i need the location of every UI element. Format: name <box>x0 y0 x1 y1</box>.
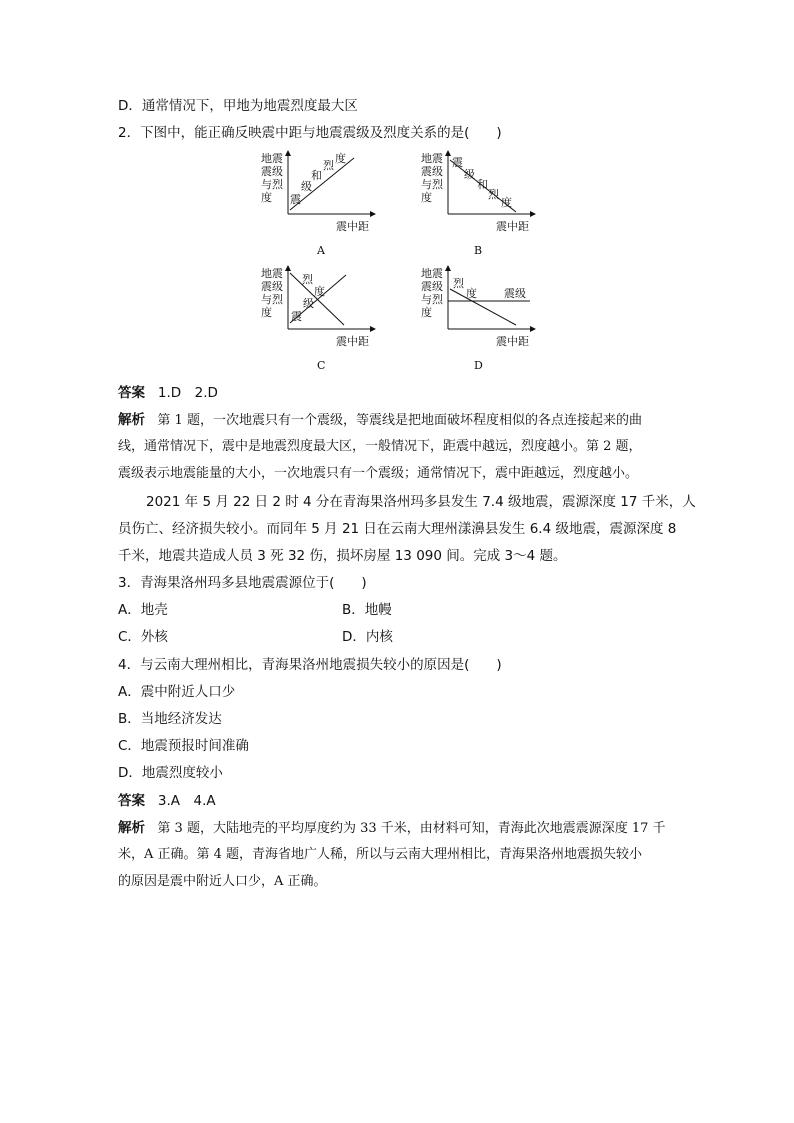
y-label-4: 度 <box>261 191 272 204</box>
q3-option-c: C．外核 <box>118 629 168 645</box>
x-label: 震中距 <box>496 335 529 348</box>
x-axis-arrow <box>530 326 536 332</box>
line-char: 烈 <box>302 273 313 286</box>
line-char: 和 <box>311 169 322 182</box>
answer-label: 答案 <box>118 385 145 401</box>
material-line-3: 千米，地震共造成人员 3 死 32 伤，损坏房屋 13 090 间。完成 3～4 题。 <box>118 548 567 564</box>
answer-1 <box>118 383 218 403</box>
q4-option-d: D．地震烈度较小 <box>118 765 223 781</box>
y-label-2: 震级 <box>421 165 443 178</box>
q3-option-a: A．地壳 <box>118 602 168 618</box>
figure-a-label: A <box>317 244 325 257</box>
x-axis-arrow <box>370 211 376 217</box>
figure-d <box>418 265 538 355</box>
analysis-label: 解析 <box>118 820 145 836</box>
line-char: 度 <box>466 287 477 300</box>
q4-stem: 4．与云南大理州相比，青海果洛州地震损失较小的原因是( ) <box>118 657 502 673</box>
line-char: 震 <box>452 156 463 169</box>
y-axis-arrow <box>285 150 291 156</box>
line-char: 级 <box>303 297 314 310</box>
line-char: 烈 <box>323 159 334 172</box>
answer-text: 3.A 4.A <box>157 793 216 809</box>
q3-option-d: D．内核 <box>342 629 393 645</box>
figure-a <box>258 150 378 240</box>
y-label-3: 与烈 <box>261 178 283 191</box>
x-label: 震中距 <box>336 335 369 348</box>
y-label-1: 地震 <box>261 267 283 280</box>
figure-c-label: C <box>317 359 326 372</box>
line-char: 度 <box>335 152 346 165</box>
analysis-text: 第 3 题，大陆地壳的平均厚度约为 33 千米，由材料可知，青海此次地震震源深度 17 千 <box>157 821 666 836</box>
answer-text: 1.D 2.D <box>157 385 218 401</box>
figure-d-label: D <box>474 359 483 372</box>
x-label: 震中距 <box>336 220 369 233</box>
x-label: 震中距 <box>496 220 529 233</box>
analysis-2-line-3: 的原因是震中附近人口少，A 正确。 <box>118 874 327 889</box>
answer-2 <box>118 791 216 811</box>
line-char: 度 <box>314 285 325 298</box>
q1-option-d: D．通常情况下，甲地为地震烈度最大区 <box>118 98 358 114</box>
analysis-text: 第 1 题，一次地震只有一个震级，等震线是把地面破坏程度相似的各点连接起来的曲 <box>157 413 642 428</box>
y-axis-arrow <box>285 265 291 271</box>
analysis-1-line-2: 线，通常情况下，震中是地震烈度最大区，一般情况下，距震中越远，烈度越小。第 2 题， <box>118 439 642 454</box>
analysis-label: 解析 <box>118 412 145 428</box>
line-char: 和 <box>477 178 488 191</box>
analysis-2-line-1 <box>118 818 666 839</box>
q3-stem: 3．青海果洛州玛多县地震震源位于( ) <box>118 575 367 591</box>
line-char: 级 <box>464 168 475 181</box>
y-label-1: 地震 <box>421 152 443 165</box>
y-label-1: 地震 <box>261 152 283 165</box>
line-char: 级 <box>301 180 312 193</box>
y-axis-arrow <box>445 150 451 156</box>
x-axis-arrow <box>370 326 376 332</box>
material-line-2: 员伤亡、经济损失较小。而同年 5 月 21 日在云南大理州漾濞县发生 6.4 级地震，震源深度 8 <box>118 521 677 537</box>
figure-c <box>258 265 378 355</box>
y-label-4: 度 <box>261 306 272 319</box>
x-axis-arrow <box>530 211 536 217</box>
y-label-4: 度 <box>421 191 432 204</box>
line-char: 震 <box>290 193 301 206</box>
y-label-2: 震级 <box>421 280 443 293</box>
y-label-3: 与烈 <box>421 178 443 191</box>
figure-b-label: B <box>474 244 483 257</box>
q4-option-a: A．震中附近人口少 <box>118 684 236 700</box>
figure-b <box>418 150 538 240</box>
line-char: 烈 <box>453 277 464 290</box>
y-label-1: 地震 <box>421 267 443 280</box>
y-axis-arrow <box>445 265 451 271</box>
q2-stem: 2．下图中，能正确反映震中距与地震震级及烈度关系的是( ) <box>118 125 502 141</box>
y-label-2: 震级 <box>261 280 283 293</box>
line-char: 震级 <box>504 287 526 300</box>
analysis-1-line-3: 震级表示地震能量的大小，一次地震只有一个震级；通常情况下，震中距越远，烈度越小。 <box>118 466 639 481</box>
y-label-4: 度 <box>421 306 432 319</box>
q4-option-b: B．当地经济发达 <box>118 711 222 727</box>
answer-label: 答案 <box>118 793 145 809</box>
q3-option-b: B．地幔 <box>342 602 392 618</box>
line-char: 度 <box>501 196 512 209</box>
q4-option-c: C．地震预报时间准确 <box>118 738 249 754</box>
line-char: 烈 <box>488 188 499 201</box>
analysis-1-line-1 <box>118 410 642 431</box>
y-label-3: 与烈 <box>261 293 283 306</box>
y-label-2: 震级 <box>261 165 283 178</box>
material-line-1: 2021 年 5 月 22 日 2 时 4 分在青海果洛州玛多县发生 7.4 级地震，震源深度 17 千米，人 <box>146 494 696 510</box>
analysis-2-line-2: 米，A 正确。第 4 题，青海省地广人稀，所以与云南大理州相比，青海果洛州地震损失较小 <box>118 847 643 862</box>
y-label-3: 与烈 <box>421 293 443 306</box>
line-char: 震 <box>291 310 302 323</box>
